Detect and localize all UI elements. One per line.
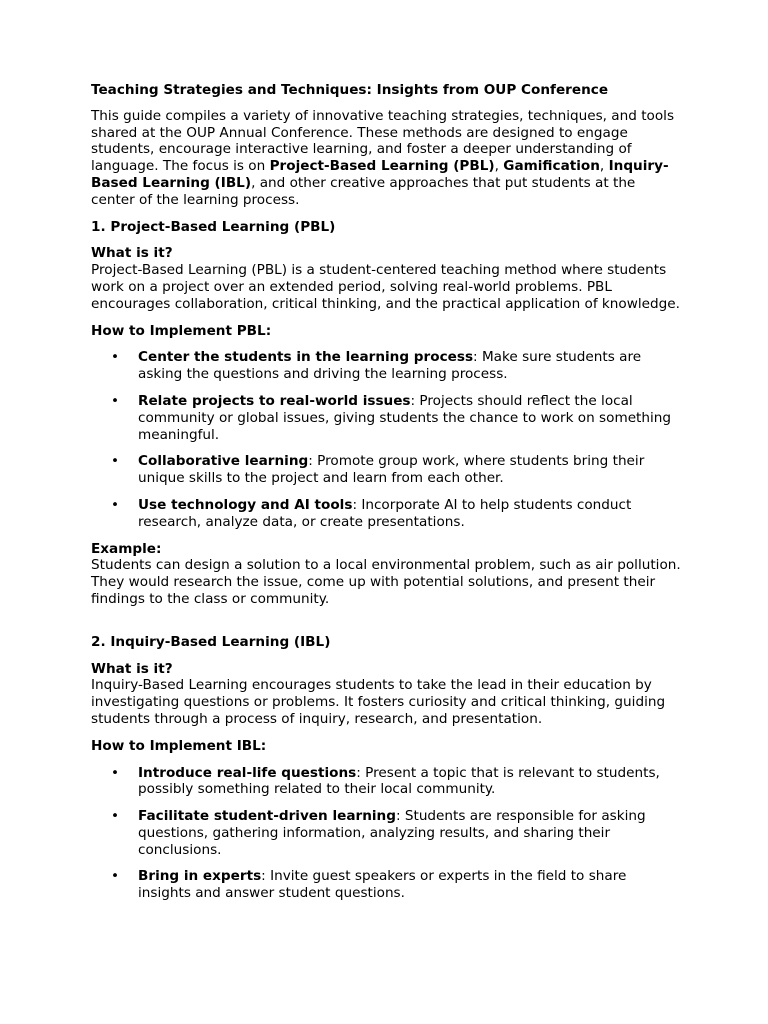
ibl-what-text: Inquiry-Based Learning encourages students to take the lead in their education by investigating questions or problems. It fosters curiosity and critical thinking, guiding students through a process of inquiry, research, and presentation. xyxy=(91,677,666,727)
pbl-example-text: Students can design a solution to a local environmental problem, such as air pollution. They would research the issue, come up with potential solutions, and present their findings to the class or community. xyxy=(91,557,681,607)
list-item-text: : Invite guest speakers or experts in the field to share insights and answer student questions. xyxy=(138,868,627,902)
bullet-icon: • xyxy=(111,868,120,885)
intro-text-2: , xyxy=(494,158,504,175)
bullet-icon: • xyxy=(111,496,120,513)
list-item-text: : Incorporate AI to help students conduct research, analyze data, or create presentations. xyxy=(138,496,632,530)
bullet-icon: • xyxy=(111,349,120,366)
bullet-icon: • xyxy=(111,808,120,825)
list-item-text: : Present a topic that is relevant to students, possibly something related to their local community. xyxy=(138,764,660,798)
pbl-example-label: Example: xyxy=(91,540,162,557)
intro-term-gamification: Gamification xyxy=(503,158,600,175)
list-item-term: Relate projects to real-world issues xyxy=(138,392,411,409)
list-item-term: Bring in experts xyxy=(138,868,262,885)
intro-term-pbl: Project-Based Learning (PBL) xyxy=(269,158,495,175)
list-item-term: Center the students in the learning process xyxy=(138,349,474,366)
pbl-implementation-list xyxy=(91,349,681,530)
list-item xyxy=(91,393,681,443)
bullet-icon: • xyxy=(111,764,120,781)
ibl-what-label: What is it? xyxy=(91,660,173,677)
intro-text-4: , and other creative approaches that put students at the center of the learning process. xyxy=(91,174,636,208)
section-heading-pbl: 1. Project-Based Learning (PBL) xyxy=(91,218,336,235)
document-page xyxy=(91,82,681,912)
list-item xyxy=(91,808,681,858)
list-item-text: : Make sure students are asking the questions and driving the learning process. xyxy=(138,349,642,383)
intro-text-3: , xyxy=(599,158,609,175)
list-item xyxy=(91,497,681,531)
list-item-text: : Projects should reflect the local community or global issues, giving students the chance to work on something meaningful. xyxy=(138,392,672,443)
ibl-how-label: How to Implement IBL: xyxy=(91,737,267,754)
bullet-icon: • xyxy=(111,392,120,409)
list-item-term: Collaborative learning xyxy=(138,453,309,470)
section-heading-ibl: 2. Inquiry-Based Learning (IBL) xyxy=(91,633,331,650)
pbl-what-label: What is it? xyxy=(91,245,173,262)
document-title: Teaching Strategies and Techniques: Insights from OUP Conference xyxy=(91,82,609,98)
list-item xyxy=(91,349,681,383)
list-item-text: : Students are responsible for asking questions, gathering information, analyzing results, and sharing their conclusions. xyxy=(138,808,646,858)
list-item-term: Use technology and AI tools xyxy=(138,496,353,513)
intro-term-ibl: Inquiry-Based Learning (IBL) xyxy=(91,158,669,191)
ibl-implementation-list xyxy=(91,765,681,903)
pbl-how-label: How to Implement PBL: xyxy=(91,322,272,339)
list-item xyxy=(91,868,681,902)
section-spacer xyxy=(91,608,681,634)
list-item-term: Facilitate student-driven learning xyxy=(138,808,396,825)
list-item xyxy=(91,765,681,799)
list-item-text: : Promote group work, where students bring their unique skills to the project and learn from each other. xyxy=(138,453,645,487)
intro-text-1: This guide compiles a variety of innovative teaching strategies, techniques, and tools shared at the OUP Annual Conference. These methods are designed to engage students, encourage interactive learning, and foster a deeper understanding of language. The focus is on xyxy=(91,107,675,175)
bullet-icon: • xyxy=(111,453,120,470)
list-item-term: Introduce real-life questions xyxy=(138,764,357,781)
list-item xyxy=(91,453,681,487)
intro-paragraph xyxy=(91,108,681,209)
pbl-what-text: Project-Based Learning (PBL) is a student-centered teaching method where students work on a project over an extended period, solving real-world problems. PBL encourages collaboration, critical thinking, and the practical application of knowledge. xyxy=(91,262,680,312)
